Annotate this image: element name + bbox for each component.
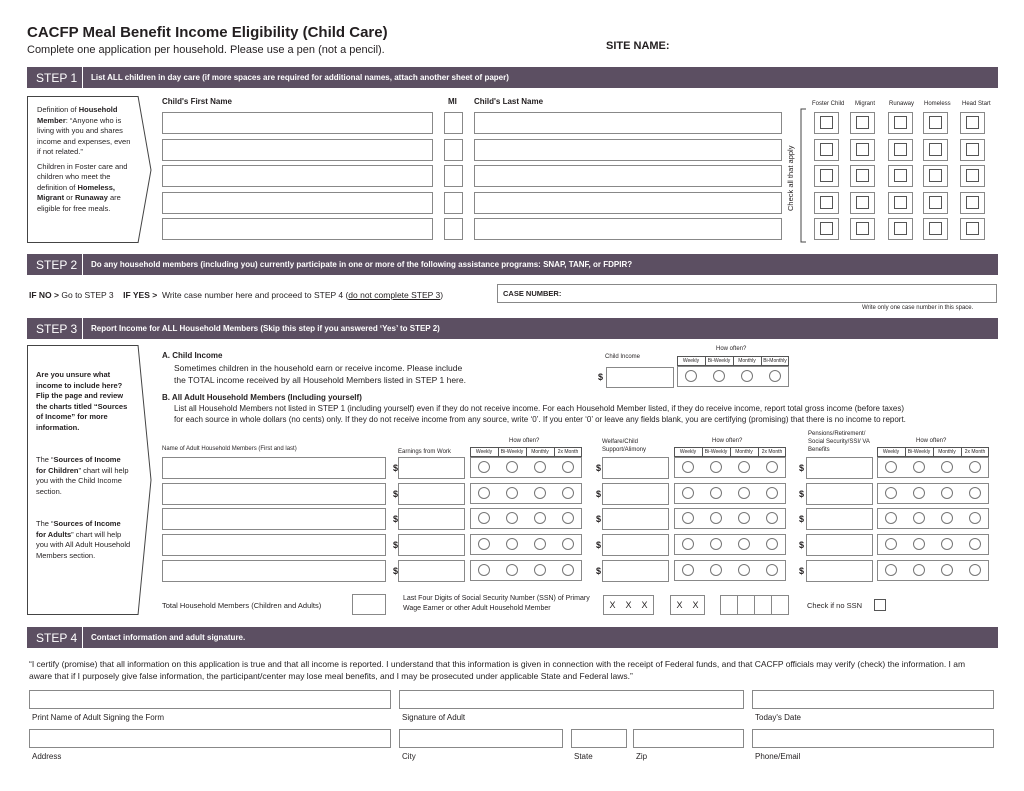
frequency-radio[interactable] [766, 564, 778, 576]
child-first-name-field[interactable] [162, 192, 433, 214]
earnings-column-header: Earnings from Work [398, 449, 451, 455]
frequency-radio[interactable] [534, 461, 546, 473]
date-label: Today's Date [755, 713, 801, 722]
child-last-name-field[interactable] [474, 218, 782, 240]
frequency-radio[interactable] [913, 564, 925, 576]
income-amount-field[interactable] [602, 534, 669, 556]
step4-desc: Contact information and adult signature. [91, 633, 246, 642]
phone-label: Phone/Email [755, 752, 801, 761]
frequency-radio[interactable] [478, 564, 490, 576]
frequency-radio[interactable] [738, 538, 750, 550]
frequency-radio[interactable] [941, 564, 953, 576]
household-definition: Definition of Household Member: “Anyone who is living with you and shares income and expenses, even if not related.” Children in Foster care and children who meet the definition of Homeless, Migrant or Runaway are eligible for free meals. [27, 96, 138, 243]
frequency-radio[interactable] [941, 487, 953, 499]
ssn-x: X [692, 600, 699, 610]
frequency-radio[interactable] [769, 370, 781, 382]
income-amount-field[interactable] [602, 560, 669, 582]
last-name-header: Child's Last Name [474, 97, 544, 106]
frequency-radio[interactable] [682, 487, 694, 499]
frequency-radio[interactable] [534, 487, 546, 499]
ssn-x: X [676, 600, 683, 610]
category-runaway: Runaway [889, 101, 915, 107]
adult-members-text1: List all Household Members not listed in STEP 1 (including yourself) even if they do not receive income. For each Household Member listed, if they do receive income, report total gross income (before taxes) [174, 404, 904, 413]
ssn-label: Last Four Digits of Social Security Number (SSN) of Primary Wage Earner or other Adult Household Member [403, 595, 590, 612]
total-members-field[interactable] [352, 594, 386, 615]
dollar-sign: $ [393, 488, 399, 499]
frequency-radio[interactable] [738, 487, 750, 499]
dollar-sign: $ [393, 540, 399, 551]
category-checkbox[interactable] [820, 222, 833, 235]
category-checkbox[interactable] [856, 116, 869, 129]
category-checkbox[interactable] [856, 196, 869, 209]
pension-column-header: Pensions/Retirement/ Social Security/SSI/ VA Benefits [808, 431, 870, 453]
frequency-radio[interactable] [713, 370, 725, 382]
frequency-radio[interactable] [710, 461, 722, 473]
frequency-divider [933, 447, 934, 457]
frequency-label: Monthly [531, 449, 549, 455]
frequency-radio[interactable] [562, 487, 574, 499]
frequency-radio[interactable] [913, 487, 925, 499]
adult-name-field[interactable] [162, 560, 386, 582]
ssn-divider [771, 595, 772, 615]
frequency-radio[interactable] [969, 487, 981, 499]
frequency-radio[interactable] [710, 487, 722, 499]
no-ssn-checkbox[interactable] [874, 599, 886, 611]
frequency-radio[interactable] [682, 538, 694, 550]
frequency-radio[interactable] [506, 461, 518, 473]
step1-label: STEP 1 [27, 67, 83, 88]
category-migrant: Migrant [855, 101, 876, 107]
frequency-divider [761, 356, 762, 366]
frequency-label: Monthly [738, 358, 756, 364]
signature-field[interactable] [399, 690, 744, 709]
category-checkbox[interactable] [894, 116, 907, 129]
frequency-radio[interactable] [969, 538, 981, 550]
frequency-divider [705, 356, 706, 366]
child-mi-field[interactable] [444, 165, 463, 187]
child-last-name-field[interactable] [474, 192, 782, 214]
step4-bar [27, 627, 998, 648]
income-sidebar: Are you unsure what income to include here? Flip the page and review the charts titled “Sources of Income” for more information. The “Sources of Income for Children” chart will help you with the Child Income section. The “Sources of Income for Adults” chart will help you with All Adult Household Members section. [27, 345, 138, 615]
frequency-radio[interactable] [562, 538, 574, 550]
income-amount-field[interactable] [602, 483, 669, 505]
frequency-radio[interactable] [710, 564, 722, 576]
dollar-sign: $ [596, 488, 602, 499]
step3-desc: Report Income for ALL Household Members (Skip this step if you answered ‘Yes’ to STEP 2) [91, 324, 440, 333]
frequency-radio[interactable] [766, 461, 778, 473]
step3-bar [27, 318, 998, 339]
welfare-column-header: Welfare/Child Support/Alimony [602, 439, 647, 453]
step1-desc: List ALL children in day care (if more spaces are required for additional names, attach another sheet of paper) [91, 73, 509, 82]
frequency-divider [733, 356, 734, 366]
dollar-sign: $ [799, 540, 805, 551]
frequency-radio[interactable] [913, 461, 925, 473]
child-income-field[interactable] [606, 367, 674, 388]
frequency-radio[interactable] [885, 461, 897, 473]
case-number-label: CASE NUMBER: [503, 289, 562, 298]
dollar-sign: $ [596, 514, 602, 525]
frequency-radio[interactable] [969, 461, 981, 473]
frequency-radio[interactable] [562, 564, 574, 576]
category-checkbox[interactable] [894, 222, 907, 235]
step1-bar [27, 67, 998, 88]
phone-email-field[interactable] [752, 729, 994, 748]
frequency-radio[interactable] [682, 461, 694, 473]
dollar-sign: $ [596, 463, 602, 473]
frequency-divider [961, 447, 962, 457]
print-name-label: Print Name of Adult Signing the Form [32, 713, 165, 722]
frequency-radio[interactable] [506, 538, 518, 550]
state-label: State [574, 752, 593, 761]
category-checkbox[interactable] [929, 222, 942, 235]
category-head-start: Head Start [962, 101, 991, 107]
frequency-radio[interactable] [682, 564, 694, 576]
frequency-divider [758, 447, 759, 457]
dollar-sign: $ [799, 514, 805, 525]
frequency-radio[interactable] [766, 487, 778, 499]
frequency-label: Bi-Weekly [707, 358, 731, 364]
how-often-label: How often? [916, 438, 947, 444]
total-members-label: Total Household Members (Children and Adults) [162, 601, 322, 610]
definition-arrow [137, 96, 153, 244]
frequency-divider [498, 447, 499, 457]
dollar-sign: $ [799, 463, 805, 473]
category-checkbox[interactable] [820, 169, 833, 182]
income-amount-field[interactable] [806, 534, 873, 556]
check-all-label: Check all that apply [786, 145, 795, 211]
how-often-label: How often? [712, 438, 743, 444]
no-ssn-label: Check if no SSN [807, 601, 863, 610]
first-name-header: Child's First Name [162, 97, 232, 106]
frequency-label: Weekly [682, 358, 700, 364]
ssn-x: X [641, 600, 648, 610]
income-amount-field[interactable] [398, 483, 465, 505]
child-income-text1: Sometimes children in the household earn or receive income. Please include [174, 363, 463, 373]
category-checkbox[interactable] [894, 143, 907, 156]
zip-field[interactable] [633, 729, 744, 748]
income-amount-field[interactable] [398, 534, 465, 556]
income-amount-field[interactable] [602, 457, 669, 479]
check-bracket [800, 108, 808, 243]
category-checkbox[interactable] [966, 143, 979, 156]
child-mi-field[interactable] [444, 112, 463, 134]
category-homeless: Homeless [924, 101, 951, 107]
frequency-radio[interactable] [941, 538, 953, 550]
child-first-name-field[interactable] [162, 165, 433, 187]
adult-members-text2: for each source in whole dollars (no cents) only. If they do not receive income from any source, write ‘0’. If you enter ‘0’ or leave any fields blank, you are certifying (promising) that there is no income to report. [174, 415, 906, 424]
frequency-radio[interactable] [941, 461, 953, 473]
step2-label: STEP 2 [27, 254, 83, 275]
child-mi-field[interactable] [444, 139, 463, 161]
form-title: CACFP Meal Benefit Income Eligibility (Child Care) [27, 24, 388, 41]
child-last-name-field[interactable] [474, 112, 782, 134]
frequency-label: 2x Month [557, 449, 579, 455]
name-column-header: Name of Adult Household Members (First and last) [162, 446, 297, 452]
frequency-label: Monthly [735, 449, 753, 455]
frequency-label: Bi-Monthly [763, 358, 787, 364]
dollar-sign: $ [799, 565, 805, 576]
category-checkbox[interactable] [820, 143, 833, 156]
frequency-divider [554, 447, 555, 457]
dollar-sign: $ [598, 372, 604, 382]
child-income-title: A. Child Income [162, 351, 223, 360]
ssn-divider [737, 595, 738, 615]
print-name-field[interactable] [29, 690, 391, 709]
frequency-divider [730, 447, 731, 457]
dollar-sign: $ [596, 540, 602, 551]
frequency-label: Weekly [679, 449, 697, 455]
frequency-radio[interactable] [506, 487, 518, 499]
date-field[interactable] [752, 690, 994, 709]
frequency-radio[interactable] [478, 461, 490, 473]
frequency-label: Weekly [475, 449, 493, 455]
zip-label: Zip [636, 752, 648, 761]
child-first-name-field[interactable] [162, 218, 433, 240]
frequency-label: 2x Month [761, 449, 783, 455]
category-checkbox[interactable] [856, 143, 869, 156]
category-checkbox[interactable] [856, 222, 869, 235]
category-checkbox[interactable] [966, 196, 979, 209]
income-amount-field[interactable] [806, 457, 873, 479]
adult-name-field[interactable] [162, 534, 386, 556]
how-often-label: How often? [716, 346, 747, 352]
frequency-radio[interactable] [478, 538, 490, 550]
city-field[interactable] [399, 729, 563, 748]
category-checkbox[interactable] [929, 196, 942, 209]
frequency-radio[interactable] [738, 461, 750, 473]
step2-instructions: IF NO > Go to STEP 3 IF YES > Write case number here and proceed to STEP 4 (do not complete STEP 3) [29, 290, 444, 300]
frequency-radio[interactable] [885, 487, 897, 499]
dollar-sign: $ [393, 565, 399, 576]
income-amount-field[interactable] [806, 508, 873, 530]
income-amount-field[interactable] [398, 457, 465, 479]
frequency-radio[interactable] [885, 538, 897, 550]
case-number-field[interactable] [497, 284, 997, 303]
how-often-label: How often? [509, 438, 540, 444]
child-income-label: Child Income [605, 354, 641, 360]
frequency-radio[interactable] [534, 564, 546, 576]
category-checkbox[interactable] [929, 143, 942, 156]
dollar-sign: $ [596, 565, 602, 576]
income-amount-field[interactable] [398, 560, 465, 582]
category-checkbox[interactable] [966, 116, 979, 129]
child-last-name-field[interactable] [474, 139, 782, 161]
frequency-divider [526, 447, 527, 457]
address-label: Address [32, 752, 62, 761]
frequency-radio[interactable] [766, 538, 778, 550]
frequency-radio[interactable] [534, 538, 546, 550]
address-field[interactable] [29, 729, 391, 748]
case-note: Write only one case number in this space. [862, 305, 974, 311]
frequency-radio[interactable] [738, 564, 750, 576]
child-mi-field[interactable] [444, 218, 463, 240]
category-checkbox[interactable] [966, 169, 979, 182]
child-mi-field[interactable] [444, 192, 463, 214]
frequency-radio[interactable] [506, 564, 518, 576]
frequency-radio[interactable] [969, 564, 981, 576]
ssn-divider [754, 595, 755, 615]
adult-members-title: B. All Adult Household Members (Including yourself) [162, 393, 362, 402]
child-first-name-field[interactable] [162, 112, 433, 134]
frequency-radio[interactable] [741, 370, 753, 382]
category-checkbox[interactable] [929, 169, 942, 182]
ssn-x: X [609, 600, 616, 610]
step2-bar [27, 254, 998, 275]
frequency-label: 2x Month [964, 449, 986, 455]
step4-label: STEP 4 [27, 627, 83, 648]
category-checkbox[interactable] [929, 116, 942, 129]
frequency-radio[interactable] [913, 538, 925, 550]
income-amount-field[interactable] [806, 483, 873, 505]
adult-name-field[interactable] [162, 508, 386, 530]
form-subtitle: Complete one application per household. Please use a pen (not a pencil). [27, 44, 385, 56]
sidebar-arrow [137, 345, 153, 616]
site-name-label: SITE NAME: [606, 40, 670, 52]
frequency-radio[interactable] [710, 538, 722, 550]
income-amount-field[interactable] [398, 508, 465, 530]
child-income-text2: the TOTAL income received by all Household Members listed in STEP 1 here. [174, 375, 466, 385]
frequency-divider [905, 447, 906, 457]
frequency-label: Monthly [938, 449, 956, 455]
signature-label: Signature of Adult [402, 713, 466, 722]
frequency-label: Bi-Weekly [500, 449, 524, 455]
frequency-radio[interactable] [562, 461, 574, 473]
adult-name-field[interactable] [162, 483, 386, 505]
adult-name-field[interactable] [162, 457, 386, 479]
frequency-radio[interactable] [478, 487, 490, 499]
dollar-sign: $ [393, 463, 399, 473]
frequency-divider [702, 447, 703, 457]
city-label: City [402, 752, 416, 761]
dollar-sign: $ [393, 514, 399, 525]
frequency-radio[interactable] [885, 564, 897, 576]
category-checkbox[interactable] [820, 116, 833, 129]
mi-header: MI [448, 97, 457, 106]
category-checkbox[interactable] [894, 196, 907, 209]
income-amount-field[interactable] [602, 508, 669, 530]
category-checkbox[interactable] [856, 169, 869, 182]
frequency-radio[interactable] [685, 370, 697, 382]
child-first-name-field[interactable] [162, 139, 433, 161]
frequency-label: Bi-Weekly [907, 449, 931, 455]
state-field[interactable] [571, 729, 627, 748]
child-last-name-field[interactable] [474, 165, 782, 187]
frequency-label: Bi-Weekly [704, 449, 728, 455]
income-amount-field[interactable] [806, 560, 873, 582]
dollar-sign: $ [799, 488, 805, 499]
certification-text: “I certify (promise) that all information on this application is true and that all income is reported. I understand that this information is given in connection with the receipt of Federal funds, and that CACFP officials may verify (check) the information. I am aware that if I purposely give false information, the participant/center may lose meal benefits, and I may be prosecuted under applicable State and Federal laws.” [29, 659, 966, 681]
category-checkbox[interactable] [820, 196, 833, 209]
step3-label: STEP 3 [27, 318, 83, 339]
category-checkbox[interactable] [966, 222, 979, 235]
frequency-label: Weekly [882, 449, 900, 455]
category-checkbox[interactable] [894, 169, 907, 182]
category-foster: Foster Child [812, 101, 845, 107]
step2-desc: Do any household members (including you) currently participate in one or more of the following assistance programs: SNAP, TANF, or FDPIR? [91, 260, 633, 269]
ssn-x: X [625, 600, 632, 610]
